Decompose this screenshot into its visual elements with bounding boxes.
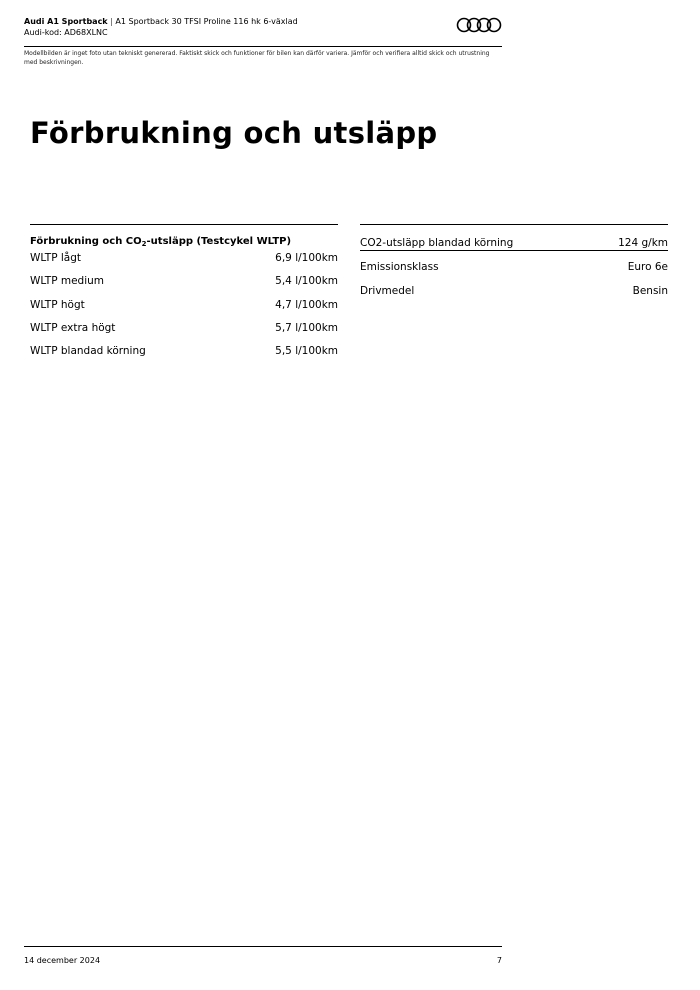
footer-divider (24, 946, 502, 947)
row-label: Emissionsklass (360, 261, 439, 273)
row-value: 5,4 l/100km (275, 275, 338, 288)
consumption-title-subscript: 2 (141, 240, 147, 248)
consumption-table (30, 224, 338, 367)
audi-code: Audi-kod: AD68XLNC (24, 28, 108, 37)
consumption-title-prefix: Förbrukning och CO (30, 236, 142, 247)
table-row (30, 298, 338, 321)
row-label: WLTP högt (30, 298, 85, 311)
row-value: 6,9 l/100km (275, 252, 338, 264)
consumption-table-title (30, 235, 338, 251)
audi-rings-logo-icon (456, 17, 502, 33)
row-value: 124 g/km (618, 237, 668, 249)
table-row (30, 274, 338, 297)
row-value: Bensin (632, 285, 668, 297)
model-variant: A1 Sportback 30 TFSI Proline 116 hk 6-växlad (115, 17, 298, 26)
footer-date: 14 december 2024 (24, 956, 101, 965)
row-label: CO2-utsläpp blandad körning (360, 237, 514, 249)
table-row (30, 251, 338, 274)
document-header (24, 16, 502, 38)
table-row (360, 284, 668, 308)
row-label: WLTP extra högt (30, 321, 116, 334)
row-value: 5,5 l/100km (275, 345, 338, 358)
row-label: Drivmedel (360, 285, 415, 297)
emissions-table (360, 224, 668, 308)
table-row (360, 236, 668, 251)
table-row (30, 321, 338, 344)
table-row (30, 344, 338, 367)
disclaimer-text: Modellbilden är inget foto utan tekniskt genererad. Faktiskt skick och funktioner för bilen kan därför variera. Jämför och verifiera alltid skick och utrustning med beskrivningen. (24, 50, 490, 66)
page-title: Förbrukning och utsläpp (30, 116, 438, 150)
model-name: Audi A1 Sportback (24, 17, 108, 26)
model-line (24, 16, 502, 27)
row-value: Euro 6e (627, 261, 668, 273)
model-separator: | (110, 17, 113, 26)
page-number: 7 (496, 956, 502, 965)
header-divider (24, 46, 502, 47)
row-label: WLTP lågt (30, 252, 82, 264)
row-value: 5,7 l/100km (275, 321, 338, 334)
row-label: WLTP medium (30, 275, 105, 288)
table-row (360, 260, 668, 284)
row-label: WLTP blandad körning (30, 345, 146, 358)
consumption-title-suffix: -utsläpp (Testcykel WLTP) (146, 236, 292, 247)
row-value: 4,7 l/100km (275, 298, 338, 311)
